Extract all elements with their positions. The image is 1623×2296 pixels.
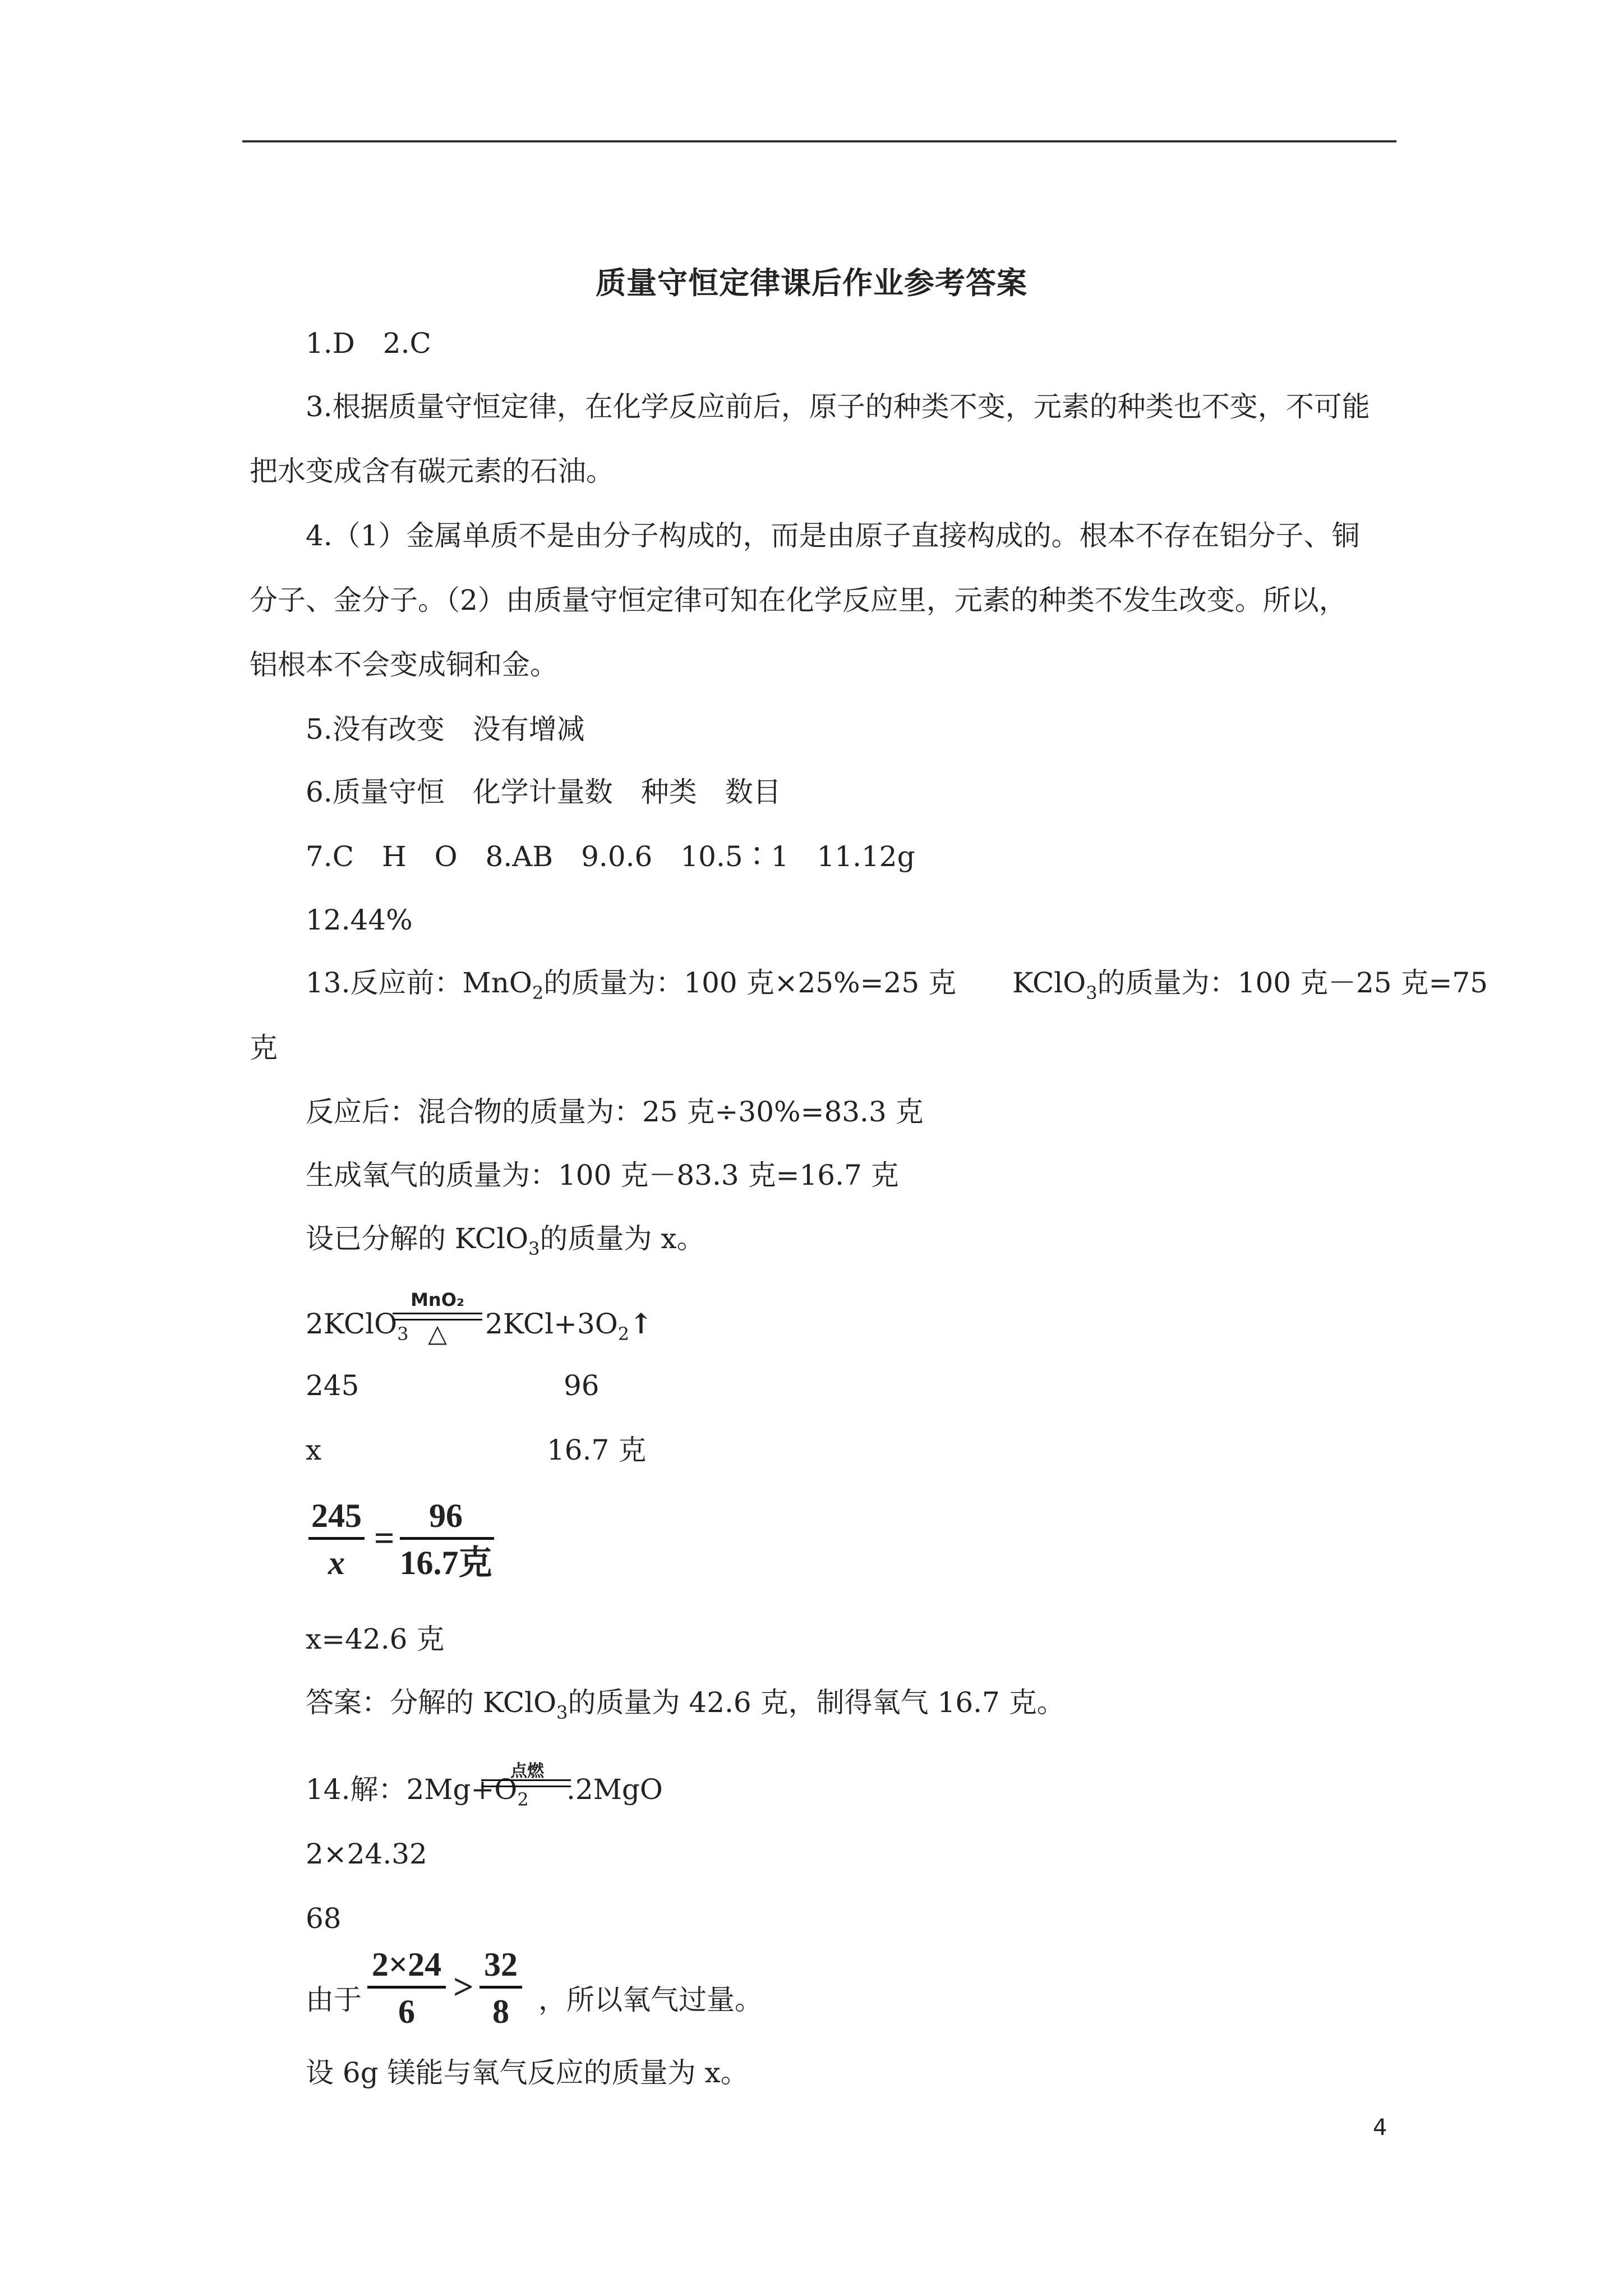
answer-13-line-b: 克 [250, 1032, 278, 1064]
proportion-equation [306, 1498, 496, 1593]
answer-13-part1: 13.反应前：MnO [306, 967, 532, 999]
fraction-3-denominator: 6 [398, 1993, 415, 2030]
eq1-lhs-text: 2KClO [306, 1308, 398, 1340]
answer-5: 5.没有改变 没有增减 [306, 713, 585, 746]
answer-4-line-a: 4.（1）金属单质不是由分子构成的，而是由原子直接构成的。根本不存在铝分子、铜 [306, 519, 1360, 552]
answer-4-line-c: 铝根本不会变成铜和金。 [250, 648, 558, 681]
fraction-3-numerator: 2×24 [371, 1946, 442, 1983]
fraction-2-bar [400, 1537, 494, 1540]
fraction-1-denominator: x [328, 1544, 345, 1581]
eq2-condition: 点燃 [510, 1761, 544, 1781]
fraction-2-denominator: 16.7克 [399, 1544, 492, 1581]
eq2-sub-2: 2 [517, 1789, 529, 1810]
fraction-2-numerator: 96 [429, 1497, 463, 1534]
page-title: 质量守恒定律课后作业参考答案 [596, 265, 1027, 301]
answer-14-let-x: 设 6g 镁能与氧气反应的质量为 x。 [306, 2056, 749, 2089]
answer-3-line-b: 把水变成含有碳元素的石油。 [250, 455, 614, 487]
eq1-rhs-text: 2KCl+3O [485, 1308, 618, 1340]
eq2-double-bar [481, 1779, 571, 1787]
fraction-4-denominator: 8 [492, 1993, 509, 2030]
eq2-lhs-text: 14.解：2Mg+O [306, 1773, 518, 1806]
conclusion-part2: 的质量为 42.6 克，制得氧气 16.7 克。 [568, 1686, 1065, 1719]
ratio-245: 245 [306, 1369, 359, 1402]
ratio-96: 96 [564, 1369, 600, 1402]
eq1-sub-3: 3 [397, 1323, 409, 1345]
fraction-4-numerator: 32 [484, 1946, 518, 1983]
answer-13-conclusion [306, 1686, 1065, 1729]
fraction-1-bar [308, 1537, 365, 1540]
page-number: 4 [1373, 2115, 1387, 2141]
subscript-3b: 3 [528, 1238, 540, 1259]
answer-7-11: 7.C H O 8.AB 9.0.6 10.5∶1 11.12g [306, 840, 915, 873]
ratio-x: x [306, 1434, 322, 1466]
let-x-part1: 设已分解的 KClO [306, 1222, 529, 1255]
subscript-2: 2 [532, 982, 544, 1004]
fraction-3-bar [367, 1986, 446, 1989]
result-x: x=42.6 克 [306, 1623, 445, 1655]
fraction-4-bar [479, 1986, 522, 1989]
conclusion-part1: 答案：分解的 KClO [306, 1686, 557, 1719]
answer-13-line-a [306, 966, 1488, 1010]
eq1-catalyst: MnO₂ [411, 1289, 464, 1310]
answer-13-let-x [306, 1222, 705, 1266]
answer-13-part2: 的质量为：100 克×25%=25 克 KClO [543, 967, 1086, 999]
answer-line-1: 1.D 2.C [306, 327, 431, 360]
greater-than-sign: > [453, 1967, 474, 2007]
answer-13-part3: 的质量为：100 克－25 克=75 [1097, 967, 1488, 999]
fraction-1-numerator: 245 [311, 1497, 362, 1534]
subscript-3: 3 [1086, 982, 1098, 1004]
answer-12: 12.44% [306, 904, 413, 936]
eq1-sub-2: 2 [617, 1323, 630, 1345]
gas-arrow-icon: ↑ [629, 1307, 653, 1340]
answer-6: 6.质量守恒 化学计量数 种类 数目 [306, 776, 781, 808]
let-x-part2: 的质量为 x。 [540, 1222, 705, 1255]
ratio-16-7: 16.7 克 [547, 1434, 647, 1466]
equation-1-rhs [485, 1307, 653, 1351]
comparison-suffix: ，所以氧气过量。 [538, 1984, 763, 2016]
answer-3-line-a: 3.根据质量守恒定律，在化学反应前后，原子的种类不变，元素的种类也不变，不可能 [306, 390, 1370, 423]
eq1-heat-symbol: △ [428, 1319, 447, 1348]
comparison-prefix: 由于 [306, 1984, 362, 2016]
equals-sign: = [374, 1518, 395, 1558]
answer-14-mass-ratio: 2×24.32 [306, 1838, 427, 1870]
conclusion-sub-3: 3 [556, 1702, 568, 1723]
answer-14-68: 68 [306, 1902, 342, 1935]
answer-13-after: 反应后：混合物的质量为：25 克÷30%=83.3 克 [306, 1096, 924, 1128]
comparison-inequality [365, 1947, 533, 2042]
answer-13-oxygen: 生成氧气的质量为：100 克－83.3 克=16.7 克 [306, 1159, 899, 1191]
answer-4-line-b: 分子、金分子。（2）由质量守恒定律可知在化学反应里，元素的种类不发生改变。所以， [250, 584, 1347, 616]
answer-14-equation-rhs: .2MgO [566, 1773, 663, 1806]
header-rule [242, 140, 1396, 142]
